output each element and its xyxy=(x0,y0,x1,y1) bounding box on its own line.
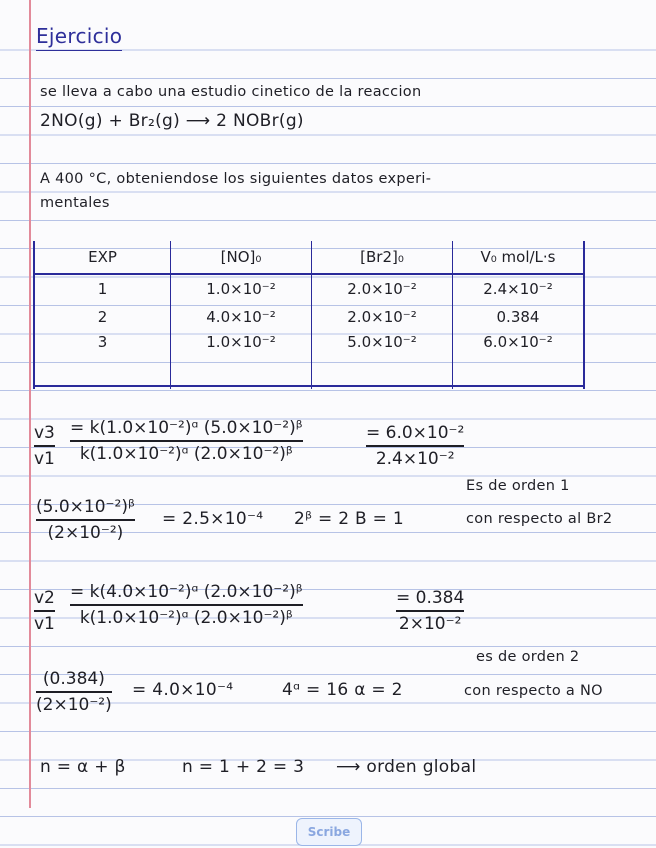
kinetics-data-table xyxy=(33,241,585,389)
margin-line xyxy=(29,0,31,808)
beta-note: con respecto al Br2 xyxy=(466,511,613,527)
order-note-no: es de orden 2 xyxy=(476,649,580,665)
order-sum: n = 1 + 2 = 3 xyxy=(182,757,305,777)
table-row xyxy=(34,303,584,331)
cell-rate: 0.384 xyxy=(453,303,585,331)
intro-line-4: mentales xyxy=(40,195,110,211)
cell-no: 1.0×10⁻² xyxy=(171,331,312,389)
rate-law-ratio-2: = k(4.0×10⁻²)ᵅ (2.0×10⁻²)ᵝ k(1.0×10⁻²)ᵅ (2.0×10⁻²)ᵝ xyxy=(70,582,303,628)
cell-br2: 2.0×10⁻² xyxy=(312,303,453,331)
beta-fraction: (5.0×10⁻²)ᵝ (2×10⁻²) xyxy=(36,497,135,543)
cell-br2: 2.0×10⁻² xyxy=(312,274,453,303)
header-no: [NO]₀ xyxy=(171,241,312,274)
beta-solution: 2ᵝ = 2 B = 1 xyxy=(294,509,405,529)
intro-line-3: A 400 °C, obteniendose los siguientes datos experi- xyxy=(40,171,432,187)
exercise-title: Ejercicio xyxy=(36,24,123,48)
alpha-fraction: (0.384) (2×10⁻²) xyxy=(36,669,112,715)
order-formula: n = α + β xyxy=(40,757,126,777)
scribe-watermark: Scribe xyxy=(296,818,362,846)
rate-ratio-value-1: = 6.0×10⁻² 2.4×10⁻² xyxy=(366,423,465,469)
cell-exp: 3 xyxy=(34,331,171,389)
rate-law-ratio-1: = k(1.0×10⁻²)ᵅ (5.0×10⁻²)ᵝ k(1.0×10⁻²)ᵅ (2.0×10⁻²)ᵝ xyxy=(70,418,303,464)
rate-ratio-value-2: = 0.384 2×10⁻² xyxy=(396,588,465,634)
cell-exp: 1 xyxy=(34,274,171,303)
header-br2: [Br2]₀ xyxy=(312,241,453,274)
alpha-note: con respecto a NO xyxy=(464,683,603,699)
ratio-v2-v1: v2 v1 xyxy=(34,588,55,634)
global-order-conclusion: ⟶ orden global xyxy=(336,757,477,777)
alpha-result: = 4.0×10⁻⁴ xyxy=(132,680,234,700)
alpha-solution: 4ᵅ = 16 α = 2 xyxy=(282,680,403,700)
intro-line-1: se lleva a cabo una estudio cinetico de la reaccion xyxy=(40,84,422,100)
cell-no: 4.0×10⁻² xyxy=(171,303,312,331)
cell-rate: 2.4×10⁻² xyxy=(453,274,585,303)
cell-br2: 5.0×10⁻² xyxy=(312,331,453,389)
header-exp: EXP xyxy=(34,241,171,274)
table-bottom-border xyxy=(33,385,585,387)
ratio-v3-v1: v3 v1 xyxy=(34,423,55,469)
header-rate: V₀ mol/L·s xyxy=(453,241,585,274)
cell-no: 1.0×10⁻² xyxy=(171,274,312,303)
table-header-row xyxy=(34,241,584,274)
beta-result: = 2.5×10⁻⁴ xyxy=(162,509,264,529)
reaction-equation: 2NO(g) + Br₂(g) ⟶ 2 NOBr(g) xyxy=(40,111,304,131)
table-row xyxy=(34,331,584,389)
order-note-br2: Es de orden 1 xyxy=(466,478,570,494)
table-row xyxy=(34,274,584,303)
cell-exp: 2 xyxy=(34,303,171,331)
cell-rate: 6.0×10⁻² xyxy=(453,331,585,389)
